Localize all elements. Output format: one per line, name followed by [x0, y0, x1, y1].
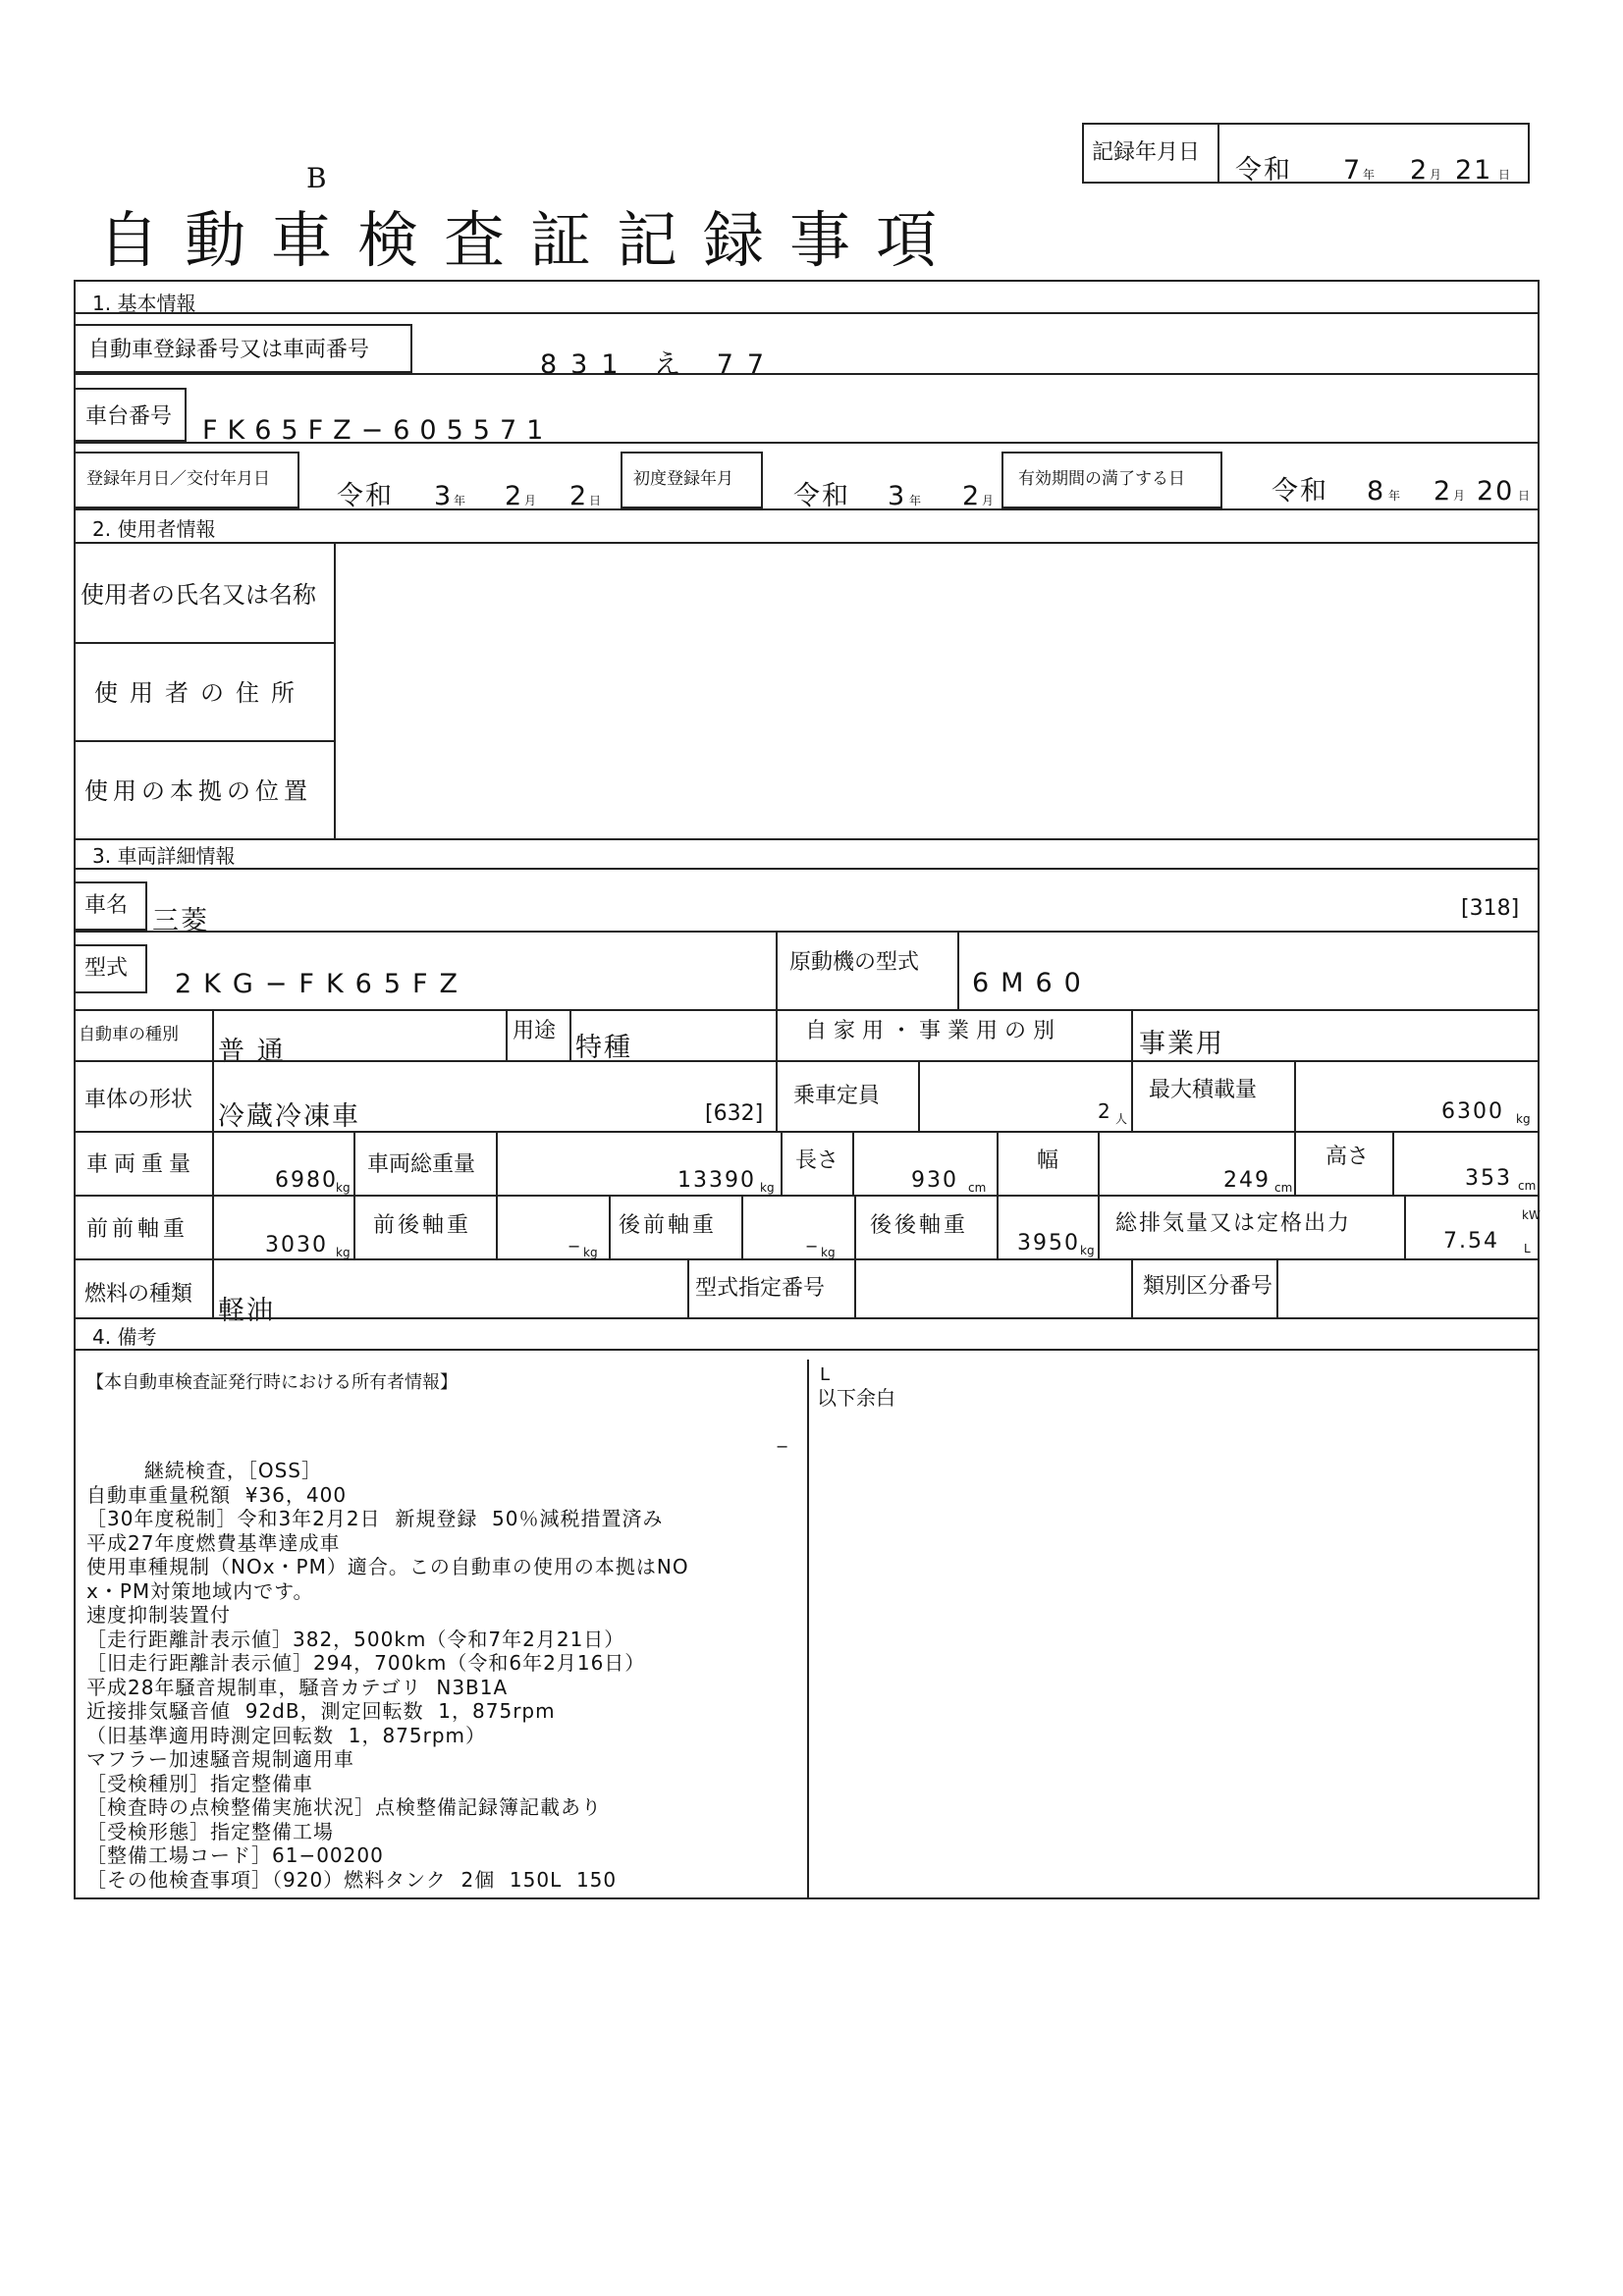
ff-axle-value: 3030: [265, 1233, 328, 1257]
remarks-line: （旧基準適用時測定回転数 1，875rpm）: [86, 1723, 487, 1747]
fr-axle-value: −: [568, 1237, 583, 1255]
remarks-right-mark: L: [820, 1364, 831, 1385]
user-address-label: 使用者の住所: [94, 679, 306, 707]
reg-no-label: 自動車登録番号又は車両番号: [88, 338, 370, 362]
length-value: 930: [911, 1168, 958, 1193]
use-label: 用途: [513, 1019, 557, 1043]
model-value: 2KG−FK65FZ: [175, 969, 470, 999]
section4-heading: 4. 備考: [92, 1325, 157, 1349]
fr-axle-label: 前後軸重: [373, 1213, 472, 1238]
weight-value: 6980: [275, 1168, 338, 1193]
remarks-line: ［受検形態］指定整備工場: [86, 1819, 334, 1843]
remarks-line: x・PM対策地域内です。: [86, 1578, 314, 1603]
section3-heading: 3. 車両詳細情報: [92, 844, 236, 868]
capacity-label: 乗車定員: [793, 1084, 881, 1108]
kind-label: 自動車の種別: [79, 1025, 179, 1044]
chassis-label: 車台番号: [85, 404, 173, 429]
capacity-value: 2: [1098, 1099, 1112, 1123]
first-reg-era: 令和: [793, 481, 850, 511]
remarks-line: ［受検種別］指定整備車: [86, 1771, 313, 1795]
expiry-era: 令和: [1271, 476, 1328, 507]
private-business-value: 事業用: [1139, 1029, 1224, 1059]
kind-value: 普 通: [218, 1037, 286, 1067]
base-location-label: 使用の本拠の位置: [84, 777, 312, 805]
maker-value: 三菱: [152, 906, 209, 936]
remarks-line: ［走行距離計表示値］382，500km（令和7年2月21日）: [86, 1627, 625, 1651]
ff-axle-label: 前前軸重: [86, 1217, 189, 1242]
remarks-line: ［検査時の点検整備実施状況］点検整備記録簿記載あり: [86, 1795, 602, 1819]
category-label: 類別区分番号: [1143, 1274, 1273, 1299]
model-label: 型式: [84, 956, 129, 981]
section1-heading: 1. 基本情報: [92, 292, 196, 315]
rr-axle-label: 後後軸重: [870, 1213, 969, 1238]
height-label: 高さ: [1325, 1145, 1370, 1169]
max-load-value: 6300: [1441, 1099, 1504, 1124]
use-value: 特種: [575, 1033, 632, 1063]
width-value: 249: [1223, 1168, 1271, 1193]
remarks-line: 平成27年度燃費基準達成車: [86, 1530, 341, 1555]
remarks-line: ［整備工場コード］61−00200: [86, 1843, 384, 1867]
remarks-dash: −: [776, 1437, 789, 1456]
document-title: 自動車検査証記録事項: [98, 204, 963, 276]
engine-value: 6M60: [972, 968, 1093, 998]
max-load-label: 最大積載量: [1149, 1078, 1258, 1102]
length-label: 長さ: [795, 1148, 839, 1173]
expiry-label: 有効期間の満了する日: [1018, 469, 1185, 489]
chassis-value: FK65FZ−605571: [202, 415, 554, 446]
reg-date-label: 登録年月日／交付年月日: [86, 469, 270, 489]
gross-value: 13390: [677, 1168, 756, 1193]
fuel-label: 燃料の種類: [84, 1282, 193, 1307]
gross-label: 車両総重量: [367, 1152, 476, 1177]
reg-date-era: 令和: [337, 481, 394, 511]
body-label: 車体の形状: [84, 1088, 193, 1112]
rf-axle-label: 後前軸重: [619, 1213, 718, 1238]
type-designation-label: 型式指定番号: [695, 1276, 826, 1301]
remarks-line: 速度抑制装置付: [86, 1603, 231, 1627]
record-date-year: 7: [1343, 155, 1363, 186]
displacement-label: 総排気量又は定格出力: [1115, 1211, 1352, 1236]
record-date-day: 21: [1455, 155, 1493, 186]
height-value: 353: [1465, 1166, 1512, 1191]
remarks-line: ［その他検査事項］（920）燃料タンク 2個 150L 150: [86, 1867, 618, 1892]
body-value: 冷蔵冷凍車: [218, 1101, 360, 1132]
remarks-right-blank: 以下余白: [817, 1386, 895, 1410]
remarks-line: 近接排気騒音値 92dB，測定回転数 1，875rpm: [86, 1699, 556, 1723]
remarks-line: 自動車重量税額 ¥36，400: [86, 1482, 348, 1507]
remarks-line: 継続検査，［OSS］: [86, 1459, 322, 1482]
record-date-era: 令和: [1235, 155, 1292, 186]
rf-axle-value: −: [805, 1237, 821, 1255]
remarks-line: ［旧走行距離計表示値］294，700km（令和6年2月16日）: [86, 1651, 646, 1675]
body-code: [632]: [705, 1101, 764, 1126]
remarks-line: マフラー加速騒音規制適用車: [86, 1747, 354, 1771]
owner-info-heading: 【本自動車検査証発行時における所有者情報】: [86, 1372, 458, 1393]
displacement-value: 7.54: [1443, 1229, 1499, 1254]
remarks-line: 平成28年騒音規制車，騒音カテゴリ N3B1A: [86, 1675, 509, 1699]
remarks-line: ［30年度税制］令和3年2月2日 新規登録 50％減税措置済み: [86, 1507, 664, 1530]
engine-label: 原動機の型式: [789, 950, 920, 975]
reg-no-value: 831 え 77: [540, 349, 779, 380]
maker-label: 車名: [84, 893, 129, 918]
rr-axle-value: 3950: [1017, 1231, 1080, 1255]
record-date-label: 記録年月日: [1092, 140, 1201, 165]
fuel-value: 軽油: [218, 1296, 275, 1326]
remarks-line: 使用車種規制（NOx・PM）適合。この自動車の使用の本拠はNO: [86, 1555, 689, 1578]
first-reg-label: 初度登録年月: [633, 469, 733, 489]
section2-heading: 2. 使用者情報: [92, 517, 216, 541]
private-business-label: 自家用・事業用の別: [805, 1019, 1062, 1043]
weight-label: 車両重量: [86, 1152, 197, 1177]
b-mark: B: [306, 162, 327, 194]
user-name-label: 使用者の氏名又は名称: [81, 581, 316, 609]
record-date-month: 2: [1410, 155, 1430, 186]
width-label: 幅: [1037, 1148, 1059, 1173]
maker-code: [318]: [1461, 896, 1520, 921]
